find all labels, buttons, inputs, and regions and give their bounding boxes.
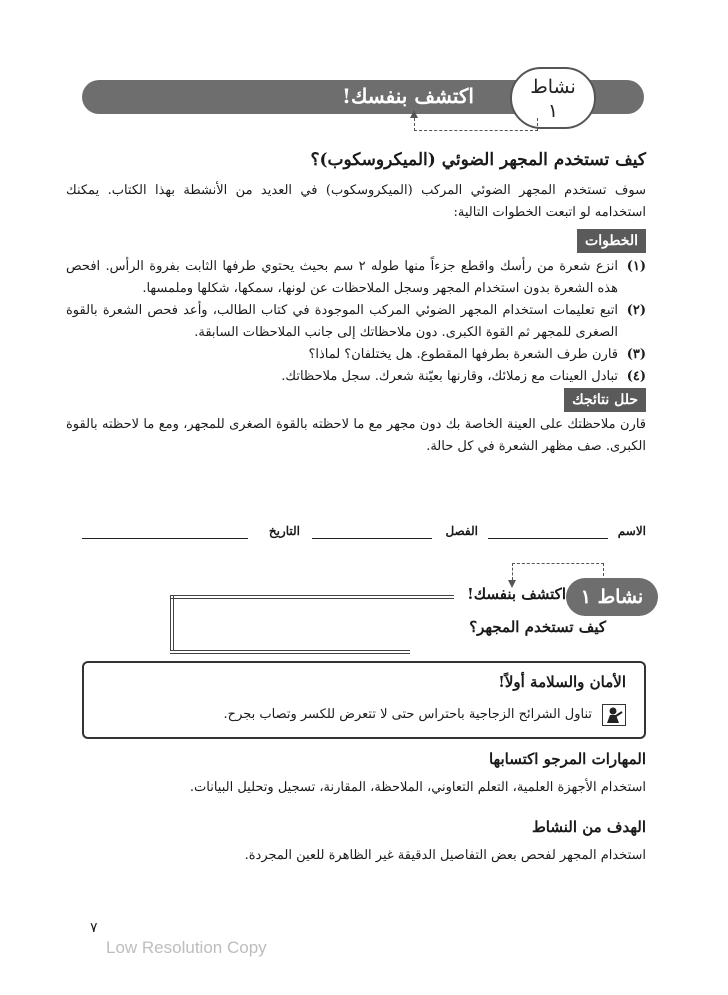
date-field[interactable] xyxy=(82,538,248,539)
activity-badge-number: ١ xyxy=(547,100,559,122)
page-number: ٧ xyxy=(90,920,98,936)
safety-warning-icon xyxy=(602,704,626,726)
step-text: انزع شعرة من رأسك واقطع جزءاً منها طوله ٢ سم بحيث يحتوي طرفها الثابت بفروة الرأس. افحص هذه الشعرة بدون استخدام المجهر وسجل الملاحظات عن لونها، سمكها، شكلها وملمسها. xyxy=(66,259,618,296)
connector-line xyxy=(414,130,538,131)
step-item xyxy=(66,366,646,388)
activity-title: اكتشف بنفسك! xyxy=(467,585,566,603)
intro-paragraph: سوف تستخدم المجهر الضوئي المركب (الميكروسكوب) في العديد من الأنشطة بهذا الكتاب. يمكنك استخدامه لو اتبعت الخطوات التالية: xyxy=(66,183,646,220)
step-number: (٤) xyxy=(626,369,646,384)
name-label: الاسم xyxy=(617,524,646,538)
frame-border xyxy=(170,595,174,651)
step-number: (٢) xyxy=(626,303,646,318)
results-paragraph: قارن ملاحظتك على العينة الخاصة بك دون مجهر مع ما لاحظته بالقوة الصغرى للمجهر، ومع ما لاحظته بالقوة الكبرى. صف مظهر الشعرة في كل حالة. xyxy=(66,417,646,454)
class-field[interactable] xyxy=(312,538,432,539)
activity-badge: نشاط ١ xyxy=(566,578,658,616)
connector-line xyxy=(512,563,513,580)
frame-border xyxy=(170,650,410,654)
goal-text: استخدام المجهر لفحص بعض التفاصيل الدقيقة غير الظاهرة للعين المجردة. xyxy=(244,848,646,863)
activity-badge xyxy=(510,67,596,129)
step-number: (١) xyxy=(626,259,646,274)
safety-title: الأمان والسلامة أولاً! xyxy=(498,673,626,691)
step-text: قارن طرف الشعرة بطرفها المقطوع. هل يختلفان؟ لماذا؟ xyxy=(308,347,618,362)
step-item xyxy=(66,256,646,300)
step-item xyxy=(66,344,646,366)
frame-border xyxy=(170,595,454,599)
results-label: حلل نتائجك xyxy=(564,388,646,412)
activity-title: اكتشف بنفسك! xyxy=(342,84,474,108)
date-label: التاريخ xyxy=(268,524,300,538)
skills-text: استخدام الأجهزة العلمية، التعلم التعاوني، الملاحظة، المقارنة، تسجيل وتحليل البيانات. xyxy=(189,780,646,795)
steps-list xyxy=(66,256,646,388)
step-item xyxy=(66,300,646,344)
activity-question: كيف تستخدم المجهر؟ xyxy=(469,618,606,636)
connector-line xyxy=(512,563,604,564)
arrow-up-icon xyxy=(410,110,418,118)
step-number: (٣) xyxy=(626,347,646,362)
section-question: كيف تستخدم المجهر الضوئي (الميكروسكوب)؟ xyxy=(310,150,646,170)
worksheet-header xyxy=(82,524,646,546)
name-field[interactable] xyxy=(488,538,608,539)
skills-heading: المهارات المرجو اكتسابها xyxy=(488,750,646,768)
step-text: اتبع تعليمات استخدام المجهر الضوئي المركب الموجودة في كتاب الطالب، وأعد فحص الشعرة بالقوة الصغرى للمجهر ثم القوة الكبرى. دون ملاحظاتك إلى جانب الملاحظات السابقة. xyxy=(66,303,618,340)
watermark-text: Low Resolution Copy xyxy=(106,938,267,957)
safety-box xyxy=(82,661,646,739)
goal-heading: الهدف من النشاط xyxy=(531,818,646,836)
class-label: الفصل xyxy=(445,524,478,538)
safety-text: تناول الشرائح الزجاجية باحتراس حتى لا تتعرض للكسر وتصاب بجرح. xyxy=(223,707,592,722)
steps-label: الخطوات xyxy=(577,229,646,253)
step-text: تبادل العينات مع زملائك، وقارنها بعيّنة شعرك. سجل ملاحظاتك. xyxy=(281,369,618,384)
activity-badge-word: نشاط xyxy=(530,76,576,98)
